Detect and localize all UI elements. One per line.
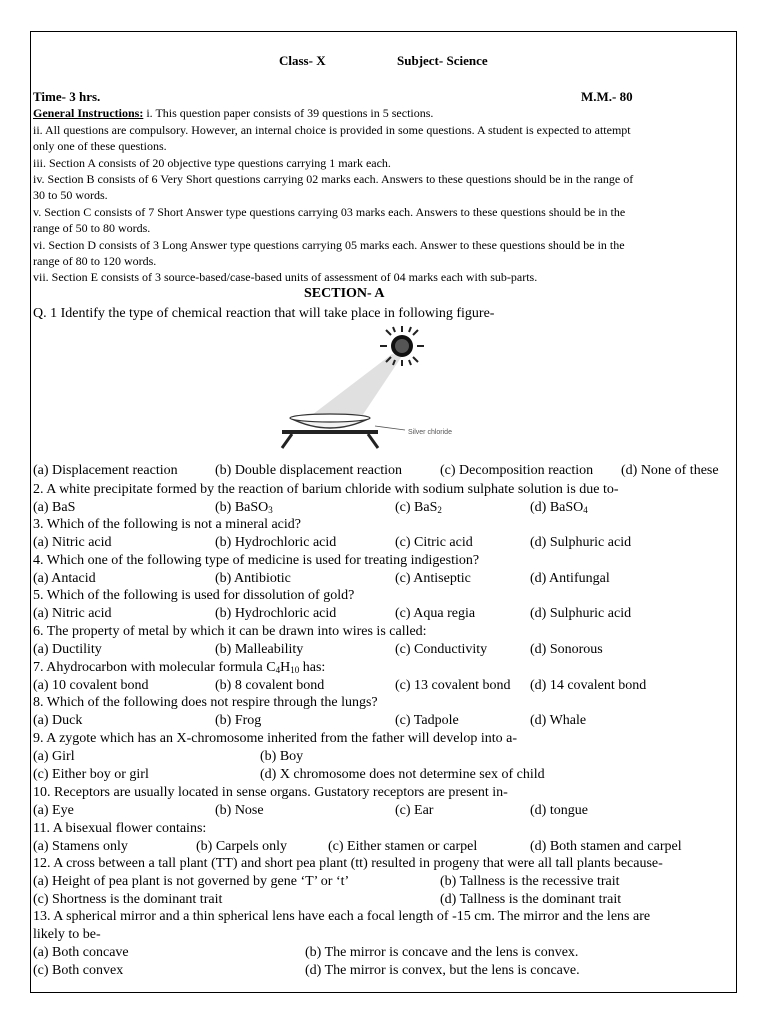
q9-option-b: (b) Boy <box>260 749 304 764</box>
q6-option-d: (d) Sonorous <box>530 642 603 657</box>
q5-option-a: (a) Nitric acid <box>33 606 112 621</box>
instruction-iv-b: 30 to 50 words. <box>33 188 108 202</box>
sunlight-silver-chloride-figure <box>230 326 480 454</box>
q4-option-d: (d) Antifungal <box>530 571 610 586</box>
instruction-iii: iii. Section A consists of 20 objective type questions carrying 1 mark each. <box>33 156 391 170</box>
q12-option-b: (b) Tallness is the recessive trait <box>440 874 620 889</box>
q7-text: 7. Ahydrocarbon with molecular formula $C_4H_{10}$ has: <box>33 660 326 675</box>
q1-option-c: (c) Decomposition reaction <box>440 463 594 478</box>
q3-option-d: (d) Sulphuric acid <box>530 535 632 550</box>
q8-text: 8. Which of the following does not respire through the lungs? <box>33 695 378 710</box>
q11-option-a: (a) Stamens only <box>33 839 128 854</box>
q6-text: 6. The property of metal by which it can be drawn into wires is called: <box>33 624 427 639</box>
q5-option-c: (c) Aqua regia <box>395 606 476 621</box>
instruction-v-b: range of 50 to 80 words. <box>33 221 151 235</box>
q9-text: 9. A zygote which has an X-chromosome inherited from the father will develop into a- <box>33 731 518 746</box>
q1-option-a: (a) Displacement reaction <box>33 463 178 478</box>
q11-option-c: (c) Either stamen or carpel <box>328 839 478 854</box>
q8-option-b: (b) Frog <box>215 713 262 728</box>
instruction-vii: vii. Section E consists of 3 source-based/case-based units of assessment of 04 marks each with sub-parts. <box>33 270 538 284</box>
instruction-vi-a: vi. Section D consists of 3 Long Answer type questions carrying 05 marks each. Answer to these questions should be in the <box>33 238 625 252</box>
q7-option-d: (d) 14 covalent bond <box>530 678 647 693</box>
q9-option-d: (d) X chromosome does not determine sex of child <box>260 767 545 782</box>
q2-option-b: (b) BaSO$_3$ <box>215 500 273 515</box>
instruction-vi-b: range of 80 to 120 words. <box>33 254 157 268</box>
instruction-ii-a: ii. All questions are compulsory. However, an internal choice is provided in some questions. A student is expected to attempt <box>33 123 631 137</box>
q8-option-a: (a) Duck <box>33 713 83 728</box>
time-label: Time- 3 hrs. <box>33 89 101 104</box>
q2-option-d: (d) BaSO$_4$ <box>530 500 588 515</box>
section-title: SECTION- A <box>304 286 385 301</box>
q6-option-a: (a) Ductility <box>33 642 102 657</box>
q1-option-b: (b) Double displacement reaction <box>215 463 402 478</box>
q10-option-b: (b) Nose <box>215 803 264 818</box>
max-marks-label: M.M.- 80 <box>581 89 633 104</box>
q6-option-c: (c) Conductivity <box>395 642 488 657</box>
q5-option-b: (b) Hydrochloric acid <box>215 606 337 621</box>
q4-option-b: (b) Antibiotic <box>215 571 291 586</box>
q11-text: 11. A bisexual flower contains: <box>33 821 207 836</box>
q1-option-d: (d) None of these <box>621 463 719 478</box>
q13-option-c: (c) Both convex <box>33 963 124 978</box>
q1-text: Q. 1 Identify the type of chemical reaction that will take place in following figure- <box>33 306 495 321</box>
q12-option-c: (c) Shortness is the dominant trait <box>33 892 223 907</box>
q4-option-a: (a) Antacid <box>33 571 96 586</box>
q7-option-b: (b) 8 covalent bond <box>215 678 325 693</box>
q2-option-a: (a) BaS <box>33 500 76 515</box>
q13-option-d: (d) The mirror is convex, but the lens is concave. <box>305 963 580 978</box>
q11-option-d: (d) Both stamen and carpel <box>530 839 682 854</box>
q3-option-c: (c) Citric acid <box>395 535 473 550</box>
instruction-ii-b: only one of these questions. <box>33 139 167 153</box>
q12-text: 12. A cross between a tall plant (TT) and short pea plant (tt) resulted in progeny that were all tall plants because- <box>33 856 663 871</box>
subject-label: Subject- Science <box>397 53 488 68</box>
q4-option-c: (c) Antiseptic <box>395 571 471 586</box>
q10-text: 10. Receptors are usually located in sense organs. Gustatory receptors are present in- <box>33 785 508 800</box>
q13-option-b: (b) The mirror is concave and the lens is convex. <box>305 945 579 960</box>
q3-option-a: (a) Nitric acid <box>33 535 112 550</box>
instruction-v-a: v. Section C consists of 7 Short Answer type questions carrying 03 marks each. Answers to these questions should be in the <box>33 205 626 219</box>
q8-option-d: (d) Whale <box>530 713 587 728</box>
q6-option-b: (b) Malleability <box>215 642 304 657</box>
q10-option-d: (d) tongue <box>530 803 588 818</box>
q10-option-a: (a) Eye <box>33 803 74 818</box>
q3-option-b: (b) Hydrochloric acid <box>215 535 337 550</box>
q4-text: 4. Which one of the following type of medicine is used for treating indigestion? <box>33 553 480 568</box>
q11-option-b: (b) Carpels only <box>196 839 287 854</box>
q5-text: 5. Which of the following is used for dissolution of gold? <box>33 588 355 603</box>
class-label: Class- X <box>279 53 326 68</box>
q13-option-a: (a) Both concave <box>33 945 129 960</box>
q13-text-line2: likely to be- <box>33 927 101 942</box>
q10-option-c: (c) Ear <box>395 803 434 818</box>
instruction-iv-a: iv. Section B consists of 6 Very Short questions carrying 02 marks each. Answers to these questions should be in the range of <box>33 172 634 186</box>
q8-option-c: (c) Tadpole <box>395 713 459 728</box>
q5-option-d: (d) Sulphuric acid <box>530 606 632 621</box>
instruction-i: General Instructions: i. This question paper consists of 39 questions in 5 sections. <box>33 106 434 120</box>
q12-option-a: (a) Height of pea plant is not governed by gene ‘T’ or ‘t’ <box>33 874 350 889</box>
q9-option-a: (a) Girl <box>33 749 75 764</box>
q9-option-c: (c) Either boy or girl <box>33 767 149 782</box>
q7-option-a: (a) 10 covalent bond <box>33 678 149 693</box>
figure-label: Silver chloride <box>408 429 452 436</box>
q12-option-d: (d) Tallness is the dominant trait <box>440 892 622 907</box>
q7-option-c: (c) 13 covalent bond <box>395 678 511 693</box>
q3-text: 3. Which of the following is not a mineral acid? <box>33 517 302 532</box>
q13-text-line1: 13. A spherical mirror and a thin spherical lens have each a focal length of -15 cm. The mirror and the lens are <box>33 909 651 924</box>
q2-option-c: (c) BaS$_2$ <box>395 500 442 515</box>
instructions-title: General Instructions: <box>33 106 144 120</box>
q2-text: 2. A white precipitate formed by the reaction of barium chloride with sodium sulphate solution is due to- <box>33 482 619 497</box>
